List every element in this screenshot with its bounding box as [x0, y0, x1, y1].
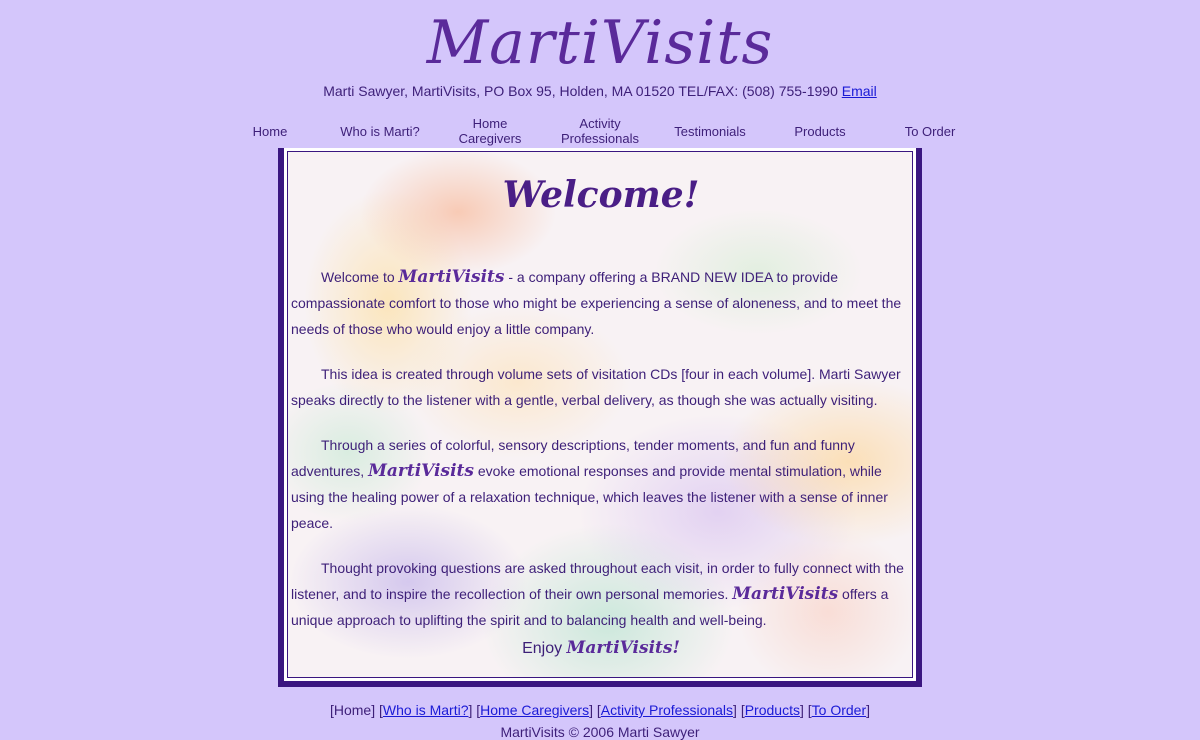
watercolor-lily-panel	[287, 151, 913, 678]
footer-link-activity-professionals[interactable]: Activity Professionals	[600, 702, 734, 718]
nav-who-is-marti[interactable]: Who is Marti?	[340, 123, 420, 139]
intro-text	[291, 264, 909, 652]
paragraph-idea: This idea is created through volume sets of visitation CDs [four in each volume]. Marti Sawyer speaks directly to the listener with a gentle, verbal delivery, as though she was actually visiting.	[291, 366, 901, 408]
footer-link-products[interactable]: Products	[744, 702, 800, 718]
welcome-heading: Welcome!	[502, 174, 700, 216]
footer-bracket: ] [	[468, 702, 481, 718]
site-logo: MartiVisits	[426, 8, 774, 78]
p4-start: Thought provoking questions are asked throughout each visit, in order to fully connect with the listener, and to inspire the recollection of their own personal memories.	[291, 560, 904, 602]
copyright: MartiVisits © 2006 Marti Sawyer	[500, 724, 700, 740]
footer-bracket: ] [	[371, 702, 383, 718]
main-nav	[215, 114, 985, 148]
nav-testimonials[interactable]: Testimonials	[674, 123, 746, 139]
footer-bracket: ]	[866, 702, 870, 718]
brand-script: MartiVisits	[398, 267, 505, 287]
nav-products[interactable]: Products	[794, 123, 846, 139]
nav-home[interactable]: Home	[252, 123, 288, 139]
footer-bracket: ] [	[589, 702, 601, 718]
brand-script: MartiVisits	[732, 584, 839, 604]
email-link[interactable]: Email	[841, 83, 877, 99]
brand-script: MartiVisits	[368, 461, 474, 481]
nav-home-caregivers[interactable]: Home Caregivers	[458, 116, 522, 146]
paragraph-welcome	[291, 264, 909, 342]
footer-home-current: Home	[333, 702, 372, 718]
enjoy-line	[288, 638, 913, 658]
footer-link-who-is-marti[interactable]: Who is Marti?	[382, 702, 469, 718]
footer-link-home-caregivers[interactable]: Home Caregivers	[480, 702, 590, 718]
p1-start: Welcome to	[321, 269, 399, 285]
paragraph-questions	[291, 555, 909, 633]
content-mat	[284, 148, 916, 681]
enjoy-text: Enjoy	[522, 640, 567, 657]
footer-bracket: ] [	[799, 702, 812, 718]
footer-nav	[0, 702, 1200, 718]
paragraph-series	[291, 432, 909, 536]
enjoy-brand-script: MartiVisits!	[566, 638, 680, 658]
nav-to-order[interactable]: To Order	[904, 123, 956, 139]
contact-address	[0, 83, 1200, 99]
nav-activity-professionals[interactable]: Activity Professionals	[560, 116, 640, 146]
p3-end: evoke emotional responses and provide mental stimulation, while using the healing power of a relaxation technique, which leaves the listener with a sense of inner peace.	[291, 463, 888, 531]
footer-bracket: [	[329, 702, 334, 718]
content-frame	[278, 148, 922, 687]
address-text: Marti Sawyer, MartiVisits, PO Box 95, Holden, MA 01520 TEL/FAX: (508) 755-1990	[323, 83, 838, 99]
footer-bracket: ] [	[733, 702, 745, 718]
p3-start: Through a series of colorful, sensory descriptions, tender moments, and fun and funny adventures,	[291, 437, 855, 479]
p1-end: - a company offering a BRAND NEW IDEA to provide compassionate comfort to those who might be experiencing a sense of aloneness, and to meet the needs of those who would enjoy a little company.	[291, 269, 902, 337]
footer-link-to-order[interactable]: To Order	[811, 702, 867, 718]
p4-end: offers a unique approach to uplifting the spirit and to balancing health and well-being.	[291, 586, 889, 628]
